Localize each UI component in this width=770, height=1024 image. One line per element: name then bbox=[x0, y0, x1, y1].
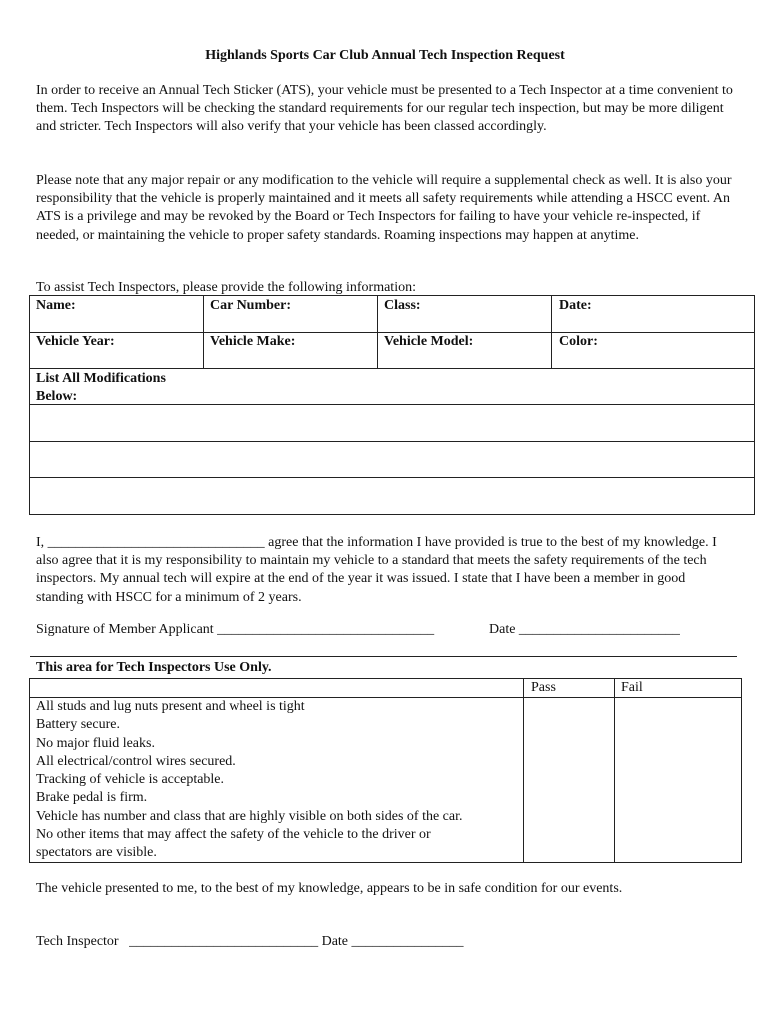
checklist-item: All electrical/control wires secured. bbox=[36, 753, 236, 769]
vehicle-make-field[interactable]: Vehicle Make: bbox=[210, 334, 296, 349]
pass-column-header: Pass bbox=[531, 680, 556, 695]
checklist-item: No other items that may affect the safety of the vehicle to the driver or bbox=[36, 827, 431, 843]
page-title: Highlands Sports Car Club Annual Tech Inspection Request bbox=[205, 48, 565, 63]
car-number-field[interactable]: Car Number: bbox=[210, 298, 292, 313]
inspection-checklist-table bbox=[29, 678, 742, 863]
fail-column-header: Fail bbox=[621, 680, 643, 695]
vehicle-model-field[interactable]: Vehicle Model: bbox=[384, 334, 474, 349]
member-signature-line[interactable]: Signature of Member Applicant _______________________________ bbox=[36, 622, 435, 637]
class-field[interactable]: Class: bbox=[384, 298, 421, 313]
safe-condition-statement: The vehicle presented to me, to the best of my knowledge, appears to be in safe condition for our events. bbox=[36, 881, 623, 896]
checklist-item: No major fluid leaks. bbox=[36, 735, 155, 751]
checklist-item: All studs and lug nuts present and wheel is tight bbox=[36, 699, 305, 714]
vehicle-info-table bbox=[29, 295, 755, 515]
checklist-item: Tracking of vehicle is acceptable. bbox=[36, 772, 225, 788]
checklist-item: spectators are visible. bbox=[36, 845, 157, 861]
member-date-line[interactable]: Date _______________________ bbox=[489, 622, 680, 637]
date-field[interactable]: Date: bbox=[559, 298, 592, 313]
checklist-item: Vehicle has number and class that are highly visible on both sides of the car. bbox=[36, 808, 463, 824]
modifications-label-line1: List All Modifications bbox=[36, 371, 166, 386]
checklist-items bbox=[36, 698, 516, 863]
checklist-item: Battery secure. bbox=[36, 717, 120, 733]
inspector-area-title: This area for Tech Inspectors Use Only. bbox=[36, 660, 272, 675]
intro-paragraph: In order to receive an Annual Tech Sticker (ATS), your vehicle must be presented to a Tech Inspector at a time convenient to them. Tech Inspectors will be checking the standard requirements for our regular tech inspection, but may be more diligent and stricter. Tech Inspectors will also verify that your vehicle has been classed accordingly. bbox=[36, 83, 733, 135]
name-field[interactable]: Name: bbox=[36, 298, 76, 313]
tech-inspector-signature-line[interactable]: Tech Inspector ___________________________ Date ________________ bbox=[36, 934, 464, 949]
policy-paragraph: Please note that any major repair or any modification to the vehicle will require a supplemental check as well. It is also your responsibility that the vehicle is properly maintained and it meets all safety requirements while attending a HSCC event. An ATS is a privilege and may be revoked by the Board or Tech Inspectors for failing to have your vehicle re-inspected, if needed, or maintaining the vehicle to proper safety standards. Roaming inspections may happen at anytime. bbox=[36, 173, 732, 243]
checklist-item: Brake pedal is firm. bbox=[36, 790, 148, 806]
agreement-paragraph: I, _______________________________ agree that the information I have provided is true to the best of my knowledge. I also agree that it is my responsibility to maintain my vehicle to a standard that meets the safety requirements of the tech inspectors. My annual tech will expire at the end of the year it was issued. I state that I have been a member in good standing with HSCC for a minimum of 2 years. bbox=[36, 535, 717, 605]
vehicle-year-field[interactable]: Vehicle Year: bbox=[36, 334, 115, 349]
color-field[interactable]: Color: bbox=[559, 334, 598, 349]
section-divider bbox=[30, 656, 737, 657]
modifications-label-line2: Below: bbox=[36, 389, 78, 404]
info-instructions: To assist Tech Inspectors, please provide the following information: bbox=[36, 280, 416, 295]
